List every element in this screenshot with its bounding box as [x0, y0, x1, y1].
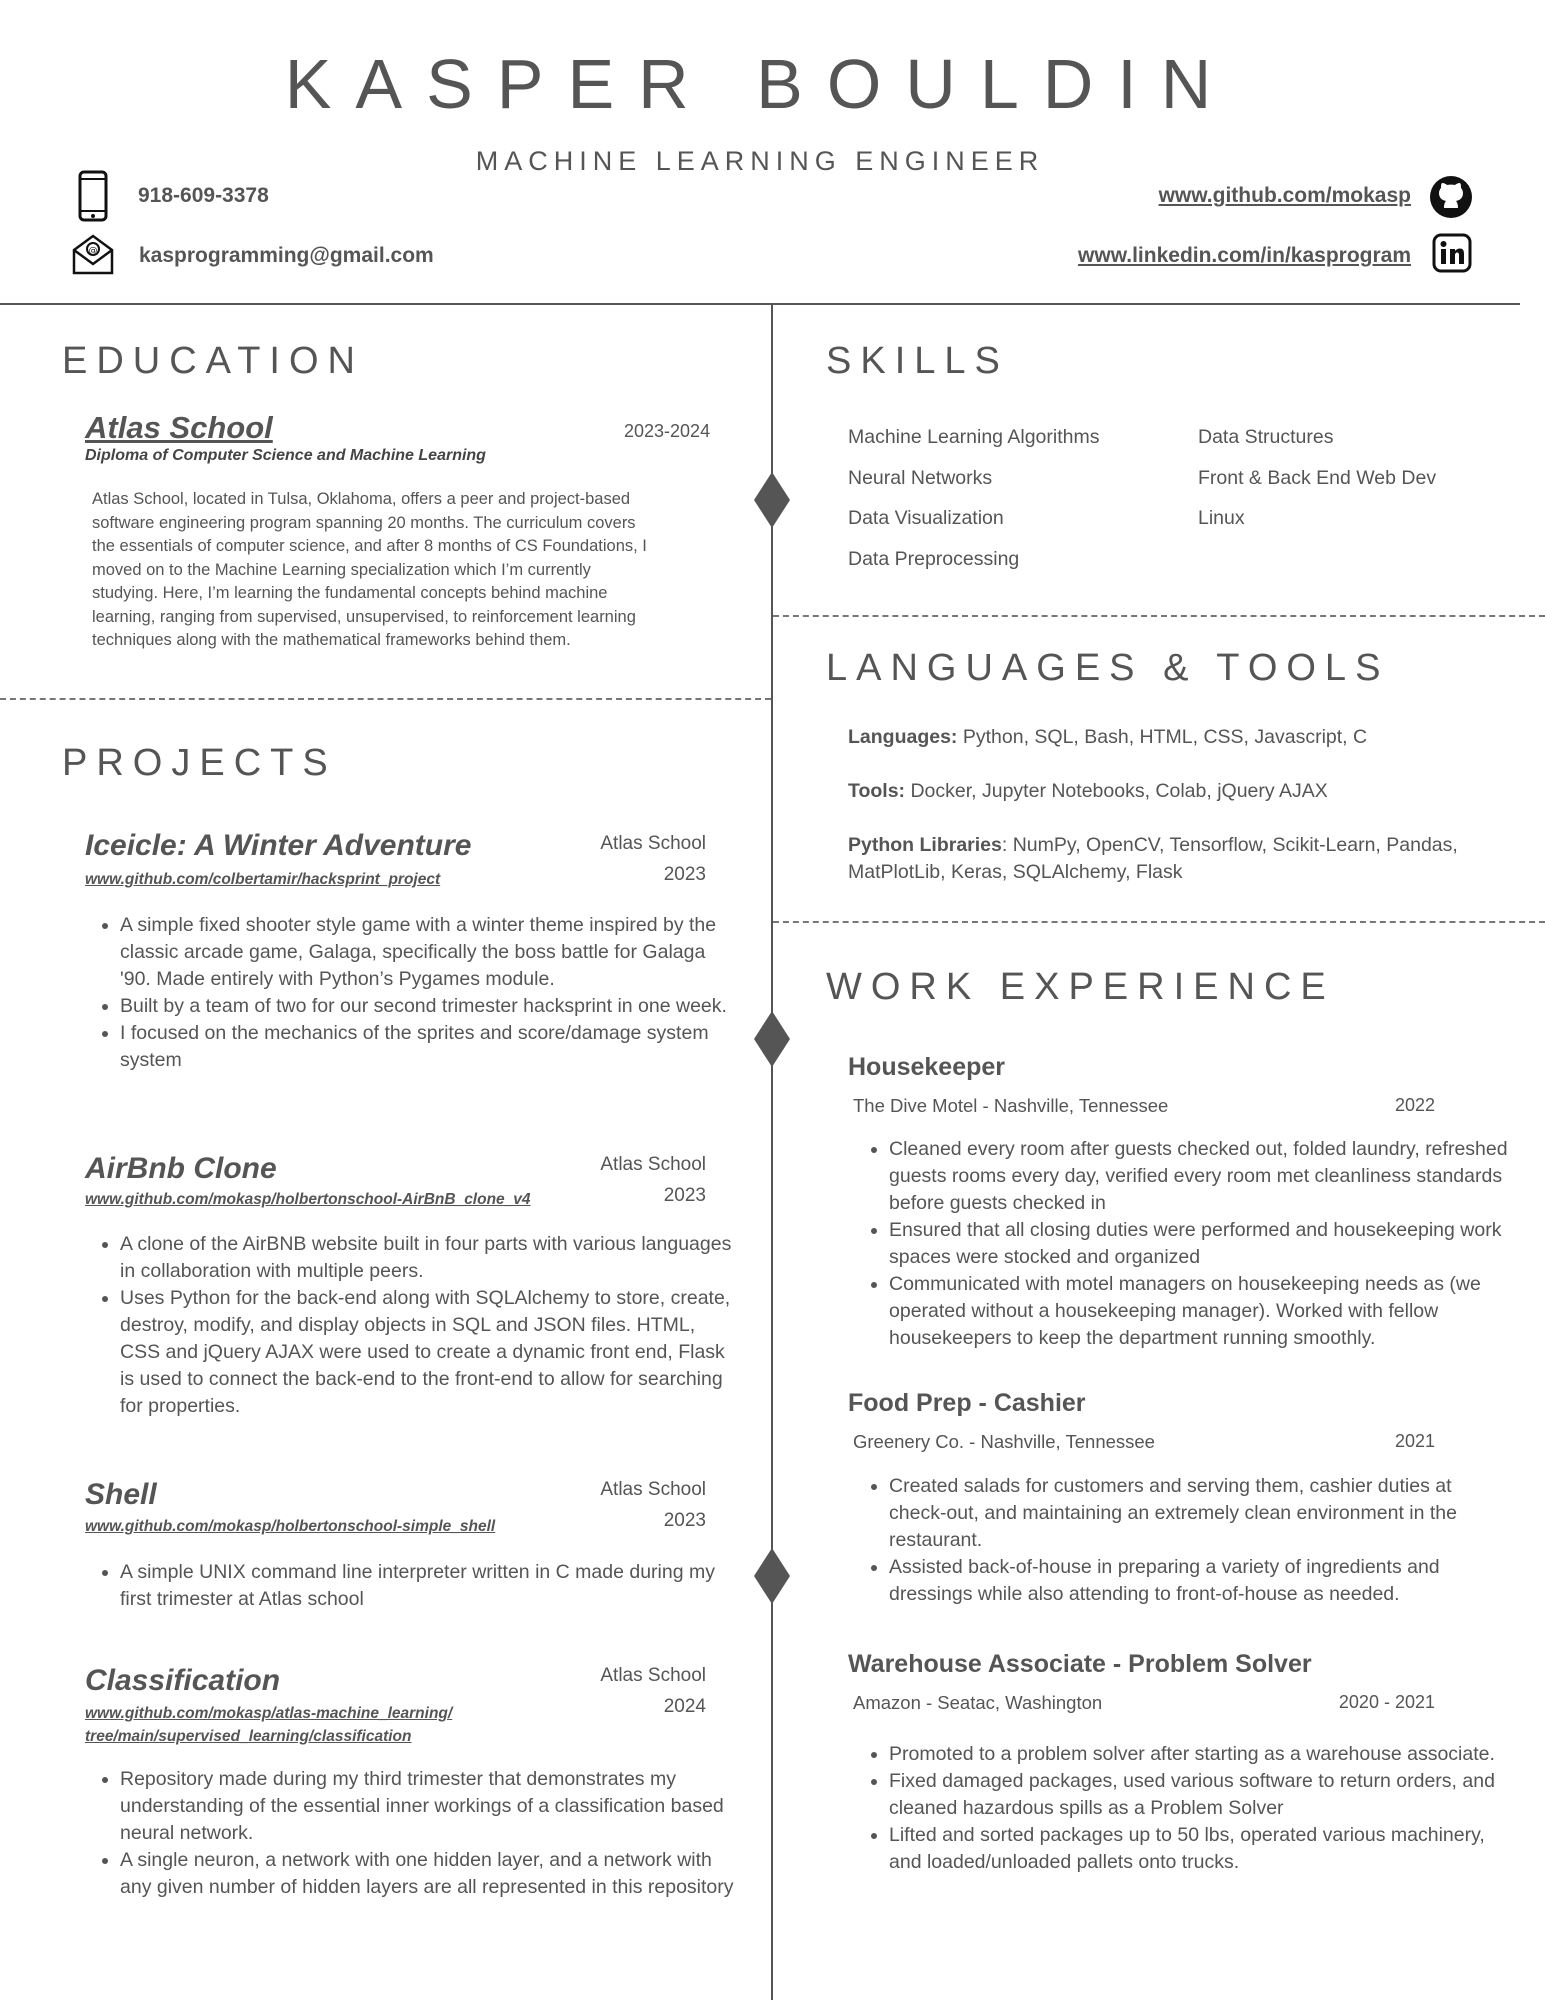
work-heading: WORK EXPERIENCE — [826, 966, 1335, 1008]
project-title: Classification — [85, 1664, 281, 1697]
phone-number: 918-609-3378 — [138, 184, 269, 207]
job-title: Housekeeper — [848, 1053, 1006, 1081]
github-link[interactable]: www.github.com/mokasp — [1158, 184, 1411, 207]
education-heading: EDUCATION — [62, 340, 364, 382]
job-place: Greenery Co. - Nashville, Tennessee — [853, 1431, 1155, 1452]
project-link[interactable]: www.github.com/colbertamir/hacksprint_project — [85, 871, 441, 888]
list-item: • Repository made during my third trimester that demonstrates my understanding of the essential inner workings of a classification based neural network. — [120, 1766, 740, 1847]
diamond-ornament — [754, 1011, 790, 1067]
list-item: • A single neuron, a network with one hidden layer, and a network with any given number of hidden layers are all represented in this repository — [120, 1847, 740, 1901]
skill-item: Data Visualization — [848, 507, 1004, 529]
job-bullets — [855, 1473, 1514, 1608]
school-name[interactable]: Atlas School — [85, 410, 273, 445]
list-item: • Built by a team of two for our second trimester hacksprint in one week. — [120, 993, 735, 1020]
skill-item: Data Preprocessing — [848, 548, 1020, 570]
list-item: • Assisted back-of-house in preparing a variety of ingredients and dressings while also attending to front-of-house as needed. — [889, 1554, 1514, 1608]
job-year: 2020 - 2021 — [1338, 1692, 1435, 1712]
project-org: Atlas School 2024 — [600, 1665, 706, 1717]
project-link[interactable]: www.github.com/mokasp/holbertonschool-simple_shell — [85, 1518, 496, 1535]
job-year: 2022 — [1394, 1095, 1435, 1115]
project-bullets — [86, 1231, 735, 1420]
tools-line: Tools: Docker, Jupyter Notebooks, Colab, jQuery AJAX — [848, 780, 1328, 802]
list-item: • Uses Python for the back-end along with SQLAlchemy to store, create, destroy, modify, and display objects in SQL and JSON files. HTML, CSS and jQuery AJAX were used to create a dynamic front end, Flask is used to connect the back-end to the front-end to allow for searching for properties. — [120, 1285, 735, 1420]
job-title: Warehouse Associate - Problem Solver — [848, 1650, 1312, 1678]
skills-heading: SKILLS — [826, 340, 1009, 382]
list-item: • I focused on the mechanics of the sprites and score/damage system system — [120, 1020, 735, 1074]
list-item: • A simple UNIX command line interpreter written in C made during my first trimester at Atlas school — [120, 1559, 735, 1613]
email-address[interactable]: kasprogramming@gmail.com — [139, 244, 434, 267]
project-title: AirBnb Clone — [85, 1152, 277, 1185]
list-item: • A clone of the AirBNB website built in four parts with various languages in collaboration with multiple peers. — [120, 1231, 735, 1285]
job-year: 2021 — [1394, 1431, 1435, 1451]
languages-line: Languages: Python, SQL, Bash, HTML, CSS, Javascript, C — [848, 726, 1368, 748]
job-place: The Dive Motel - Nashville, Tennessee — [853, 1095, 1169, 1116]
phone-icon — [78, 170, 108, 222]
projects-heading: PROJECTS — [62, 742, 337, 784]
project-bullets — [86, 912, 735, 1074]
project-link[interactable]: www.github.com/mokasp/atlas-machine_learning/ tree/main/supervised_learning/classification — [85, 1705, 453, 1745]
list-item: • Promoted to a problem solver after starting as a warehouse associate. — [889, 1741, 1519, 1768]
job-bullets — [855, 1136, 1514, 1352]
resume-title: MACHINE LEARNING ENGINEER — [475, 146, 1045, 176]
project-link[interactable]: www.github.com/mokasp/holbertonschool-AirBnB_clone_v4 — [85, 1191, 531, 1208]
project-bullets — [86, 1559, 735, 1613]
skill-item: Data Structures — [1198, 426, 1334, 448]
skill-item: Neural Networks — [848, 467, 993, 489]
education-divider — [0, 698, 771, 700]
skill-item: Machine Learning Algorithms — [848, 426, 1100, 448]
linkedin-icon[interactable] — [1432, 233, 1472, 273]
project-title: Shell — [85, 1478, 157, 1511]
list-item: • Fixed damaged packages, used various software to return orders, and cleaned hazardous spills as a Problem Solver — [889, 1768, 1519, 1822]
project-bullets — [86, 1766, 740, 1901]
education-dates: 2023-2024 — [624, 421, 711, 441]
job-bullets — [855, 1741, 1519, 1876]
header-divider — [0, 303, 1520, 305]
skills-divider — [773, 615, 1545, 617]
resume-name: KASPER BOULDIN — [284, 45, 1236, 123]
python-libraries-line: Python Libraries: NumPy, OpenCV, Tensorflow, Scikit-Learn, Pandas, MatPlotLib, Keras, SQLAlchemy, Flask — [848, 834, 1458, 883]
list-item: • A simple fixed shooter style game with a winter theme inspired by the classic arcade game, Galaga, specifically the boss battle for Galaga '90. Made entirely with Python’s Pygames module. — [120, 912, 735, 993]
job-place: Amazon - Seatac, Washington — [853, 1692, 1103, 1713]
list-item: • Cleaned every room after guests checked out, folded laundry, refreshed guests rooms every day, verified every room met cleanliness standards before guests checked in — [889, 1136, 1514, 1217]
list-item: • Communicated with motel managers on housekeeping needs as (we operated without a housekeeping manager). Worked with fellow housekeepers to keep the department running smoothly. — [889, 1271, 1514, 1352]
job-title: Food Prep - Cashier — [848, 1389, 1086, 1417]
languages-tools-heading: LANGUAGES & TOOLS — [826, 647, 1390, 689]
diploma: Diploma of Computer Science and Machine Learning — [85, 447, 486, 464]
github-icon[interactable] — [1429, 175, 1473, 219]
diamond-ornament — [754, 1548, 790, 1604]
project-title: Iceicle: A Winter Adventure — [85, 829, 472, 862]
project-org: Atlas School 2023 — [600, 833, 706, 885]
education-description: Atlas School, located in Tulsa, Oklahoma, offers a peer and project-based software engineering program spanning 20 months. The curriculum covers the essentials of computer science, and after 8 months of CS Foundations, I moved on to the Machine Learning specialization which I’m currently studying. Here, I’m learning the fundamental concepts behind machine learning, ranging from supervised, unsupervised, to reinforcement learning techniques along with the mathematical frameworks behind them. — [92, 490, 647, 649]
email-icon — [71, 232, 115, 276]
list-item: • Ensured that all closing duties were performed and housekeeping work spaces were stocked and organized — [889, 1217, 1514, 1271]
skill-item: Linux — [1198, 507, 1245, 529]
svg-text:@: @ — [88, 246, 98, 256]
column-divider — [771, 303, 773, 2000]
project-org: Atlas School 2023 — [600, 1154, 706, 1206]
skill-item: Front & Back End Web Dev — [1198, 467, 1437, 489]
languages-divider — [773, 921, 1545, 923]
project-org: Atlas School 2023 — [600, 1479, 706, 1531]
linkedin-link[interactable]: www.linkedin.com/in/kasprogram — [1078, 244, 1411, 267]
list-item: • Created salads for customers and serving them, cashier duties at check-out, and maintaining an extremely clean environment in the restaurant. — [889, 1473, 1514, 1554]
list-item: • Lifted and sorted packages up to 50 lbs, operated various machinery, and loaded/unloaded pallets onto trucks. — [889, 1822, 1519, 1876]
